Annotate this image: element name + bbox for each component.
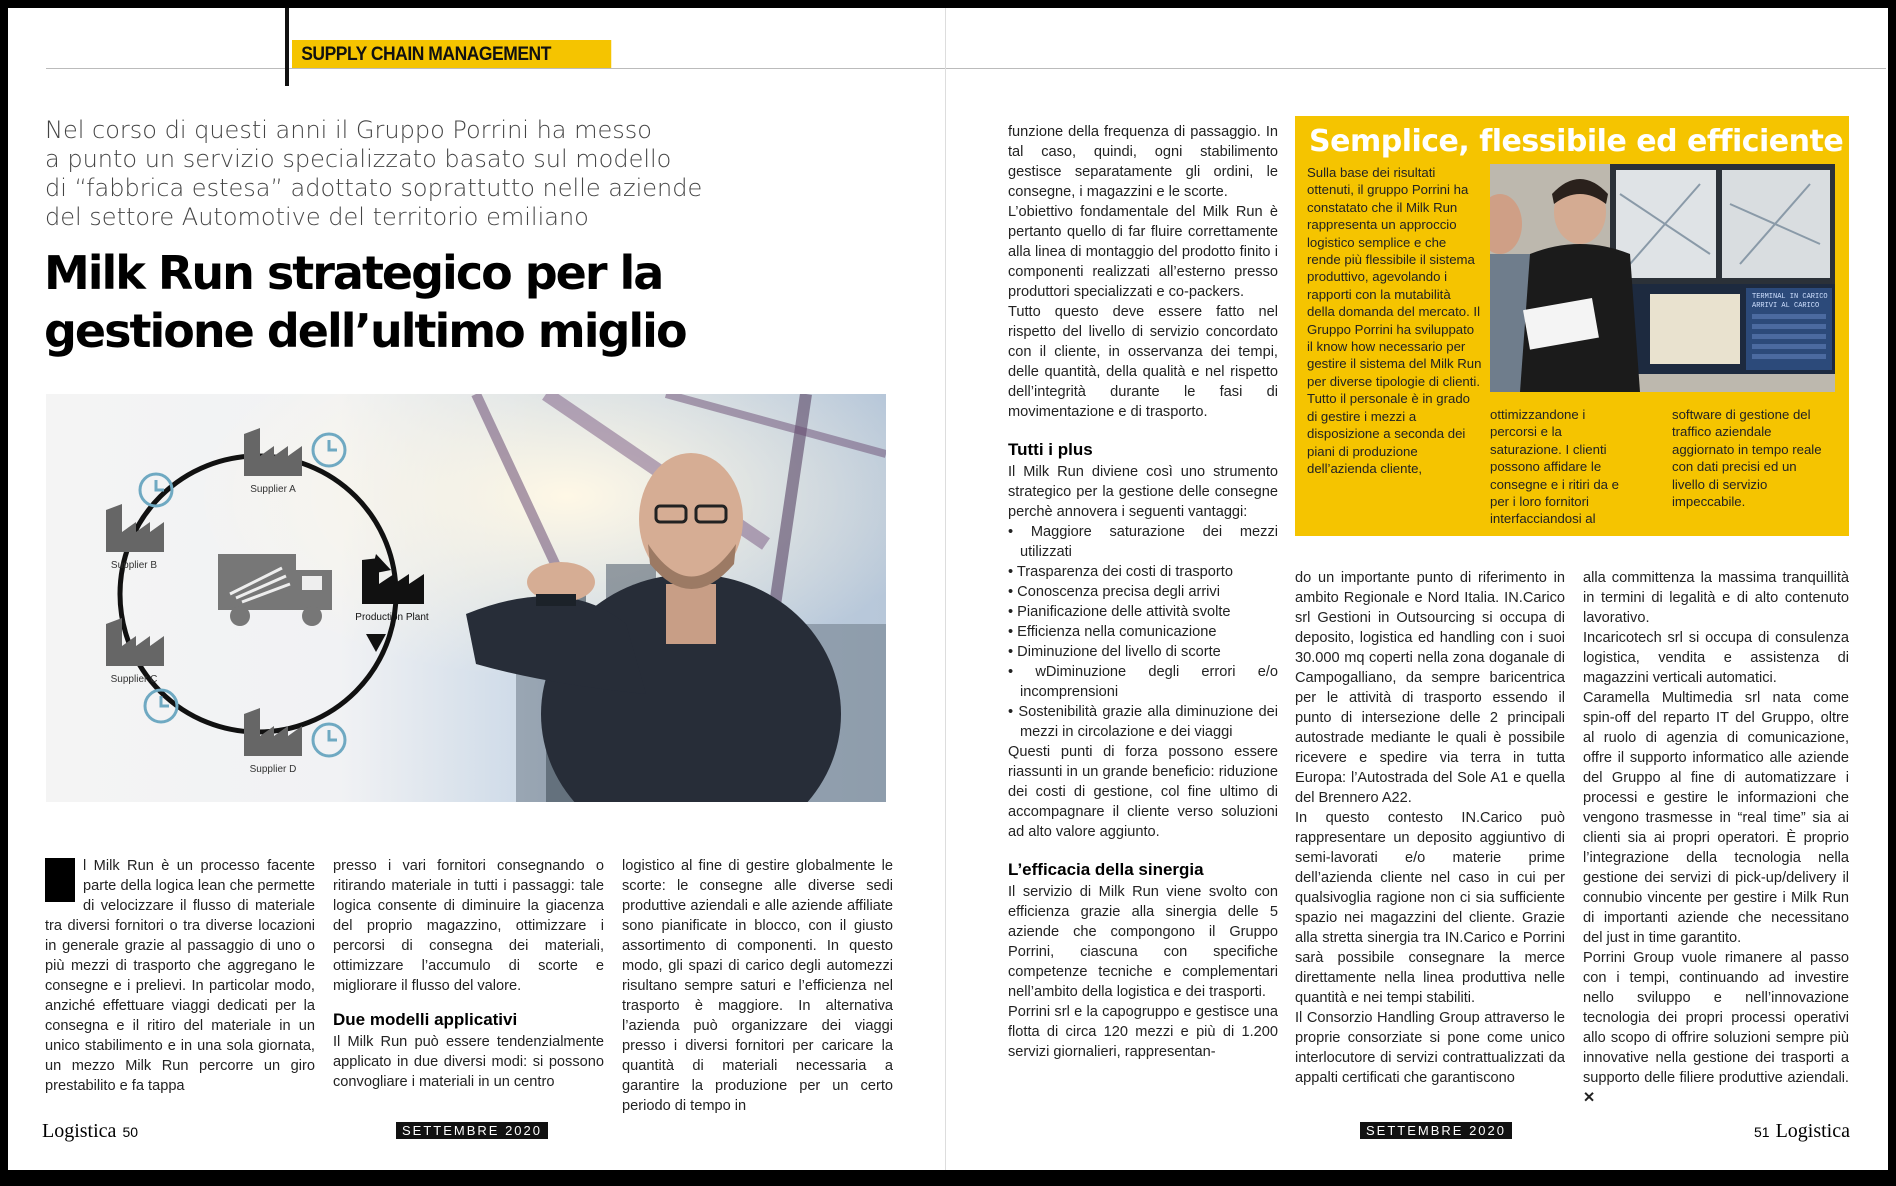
headline xyxy=(44,244,764,360)
paragraph: logistico al fine di gestire globalmente le scorte: le consegne alle diverse sedi produttive aziendali e alle aziende affiliate sono pianificate in blocco, con il giusto assortimento di componenti. In questo modo, gli spazi di carico degli automezzi risultano sempre saturi e l’efficienza nel trasporto è maggiore. In alternativa l’azienda può organizzare dei viaggi presso i diversi fornitori per caricare la quantità di materiali necessaria a garantire la produzione per un certo periodo di tempo in xyxy=(622,858,893,1114)
supplier-d-label: Supplier D xyxy=(249,764,297,775)
section-tag: SUPPLY CHAIN MANAGEMENT xyxy=(292,40,611,68)
lead-text xyxy=(45,116,703,232)
paragraph: Il Milk Run può essere tendenzialmente applicato in due diversi modi: si possono convogliare i materiali in un centro xyxy=(333,1034,604,1090)
screen-text: ARRIVI AL CARICO xyxy=(1752,302,1820,310)
body-column-1 xyxy=(45,856,315,1096)
subheading: Due modelli applicativi xyxy=(333,1010,518,1029)
paragraph: presso i vari fornitori consegnando o ritirando materiale in tutti i passaggi: tale logica consente di diminuire la giacenza del proprio magazzino, ottimizzare i percorsi di consegna dei materiali, ottimizzare l’accumulo di scorte e migliorare il flusso del valore. xyxy=(333,858,604,994)
supplier-b-label: Supplier B xyxy=(110,560,158,571)
brand-name: Logistica xyxy=(42,1120,117,1142)
left-folio xyxy=(42,1120,144,1143)
header-rule xyxy=(946,68,1886,69)
paragraph: Porrini srl e la capogruppo e gestisce una flotta di circa 120 mezzi e più di 1.200 servizi giornalieri, rappresentan- xyxy=(1008,1004,1278,1060)
paragraph: Il servizio di Milk Run viene svolto con efficienza grazie alla sinergia delle 5 aziende che compongono il Gruppo Porrini, ciascuna con specifiche competenze tecniche e complementari nell’ambito della logistica e dei trasporti. xyxy=(1008,884,1278,1000)
paragraph: Tutto questo deve essere fatto nel rispetto del livello di servizio concordato con il cliente, in osservanza dei tempi, delle quantità, della qualità e nel rispetto dell’integrità durante le fasi di movimentazione e di trasporto. xyxy=(1008,304,1278,420)
list-item: • Pianificazione delle attività svolte xyxy=(1008,602,1278,622)
paragraph: funzione della frequenza di passaggio. In tal caso, quindi, ogni stabilimento gestisce separatamente gli ordini, le consegne, i magazzini e le scorte. xyxy=(1008,124,1278,200)
hero-image xyxy=(46,394,886,802)
paragraph: In questo contesto IN.Carico può rappresentare un deposito aggiuntivo di semi-lavorati e/o materie prime dell’azienda cliente nel caso in cui per qualsivoglia ragione non ci sia sufficiente spazio nei magazzini del cliente. Grazie alla stretta sinergia tra IN.Carico e Porrini sarà possibile consegnare la merce direttamente nella linea produttiva nelle quantità e nei tempi stabiliti. xyxy=(1295,810,1565,1006)
photo-illustration xyxy=(1490,164,1835,392)
date-badge: SETTEMBRE 2020 xyxy=(396,1122,548,1139)
right-column-3 xyxy=(1583,568,1849,1108)
paragraph: do un importante punto di riferimento in ambito Regionale e Nord Italia. IN.Carico srl Gestioni in Outsourcing si occupa di deposito, logistica ed handling con i suoi 30.000 mq coperti nella zona doganale di Campogalliano, da sempre baricentrica per le attività di trasporto essendo il punto di intersezione delle 2 principali autostrade mediante le quali è possibile ricevere e spedire via terra in tutta Europa: l’Autostrada del Sole A1 e quella del Brennero A22. xyxy=(1295,570,1565,806)
list-item: • Sostenibilità grazie alla diminuzione dei mezzi in circolazione e dei viaggi xyxy=(1008,702,1278,742)
paragraph: Caramella Multimedia srl nata come spin-off del reparto IT del Gruppo, oltre al ruolo di agenzia di comunicazione, offre il supporto informatico alle aziende del Gruppo al fine di automatizzare i processi e gestire le informazioni che vengono trasmesse in “real time” sia ai clienti sia ai propri operatori. È proprio l’integrazione della tecnologia nella gestione dei servizi di pick-up/delivery il connubio vincente per gestire i Milk Run di importanti aziende che necessitano del just in time garantito. xyxy=(1583,690,1849,946)
list-item: • Conoscenza precisa degli arrivi xyxy=(1008,582,1278,602)
header-bar xyxy=(285,8,289,86)
lead-line: di “fabbrica estesa” adottato soprattutto nelle aziende xyxy=(45,174,703,202)
list-item: • Maggiore saturazione dei mezzi utilizzati xyxy=(1008,522,1278,562)
right-folio xyxy=(1748,1120,1850,1143)
right-column-2 xyxy=(1295,568,1565,1088)
box-column-2: ottimizzandone i percorsi e la saturazione. I clienti possono affidare le consegne e i ritiri da e per i loro fornitori interfacciandosi al xyxy=(1490,407,1620,527)
left-page xyxy=(8,8,946,1170)
paragraph xyxy=(1583,948,1849,1108)
screen-text: TERMINAL IN CARICO xyxy=(1752,293,1828,301)
header-rule xyxy=(46,68,946,69)
right-page xyxy=(946,8,1888,1170)
paragraph: l Milk Run è un processo facente parte della logica lean che permette di velocizzare il flusso di materiale tra diversi fornitori o tra diverse locazioni in generale grazie al passaggio di uno o più mezzi di trasporto che aggregano le consegne e i prelievi. In particolar modo, anziché effettuare viaggi dedicati per la consegna e il ritiro del materiale in un unico stabilimento e in una sola giornata, un mezzo Milk Run percorre un giro prestabilito e fa tappa xyxy=(45,858,315,1094)
paragraph: Questi punti di forza possono essere riassunti in un grande beneficio: riduzione dei costi di gestione, col fine ultimo di accompagnare il cliente verso soluzioni ad alto valore aggiunto. xyxy=(1008,744,1278,840)
paragraph: L’obiettivo fondamentale del Milk Run è pertanto quello di far fluire correttamente alla linea di montaggio del prodotto finito i componenti realizzati all’esterno presso produttori specializzati e co-packers. xyxy=(1008,204,1278,300)
list-item: • Diminuzione del livello di scorte xyxy=(1008,642,1278,662)
list-item: • Efficienza nella comunicazione xyxy=(1008,622,1278,642)
sidebar-box xyxy=(1295,116,1849,536)
lead-line: del settore Automotive del territorio emiliano xyxy=(45,203,589,231)
body-column-2 xyxy=(333,856,604,1092)
production-plant-label: Production Plant xyxy=(355,612,429,623)
list-item: • wDiminuzione degli errori e/o incomprensioni xyxy=(1008,662,1278,702)
hero-illustration xyxy=(46,394,886,802)
box-column-1: Sulla base dei risultati ottenuti, il gruppo Porrini ha constatato che il Milk Run rappresenta un approccio logistico semplice e che rende più flessibile il sistema produttivo, agevolando i rapporti con la mutabilità della domanda del mercato. Il Gruppo Porrini ha sviluppato il know how necessario per gestire il sistema del Milk Run per diverse tipologie di clienti. Tutto il personale è in grado di gestire i mezzi a disposizione a seconda dei piani di produzione dell’azienda cliente, xyxy=(1307,165,1482,476)
paragraph: Il Consorzio Handling Group attraverso le proprie consorziate si pone come unico interlocutore di servizi contrattualizzati da appalti certificati che garantiscono xyxy=(1295,1010,1565,1086)
body-column-3 xyxy=(622,856,893,1116)
box-title: Semplice, flessibile ed efficiente xyxy=(1309,124,1844,159)
plus-list xyxy=(1008,522,1278,742)
lead-line: a punto un servizio specializzato basato sul modello xyxy=(45,145,672,173)
page-number: 50 xyxy=(122,1124,139,1140)
paragraph: Il Milk Run diviene così uno strumento strategico per la gestione delle consegne perchè annovera i seguenti vantaggi: xyxy=(1008,464,1278,520)
lead-line: Nel corso di questi anni il Gruppo Porrini ha messo xyxy=(45,116,652,144)
headline-line: gestione dell’ultimo miglio xyxy=(44,304,686,358)
list-item: • Trasparenza dei costi di trasporto xyxy=(1008,562,1278,582)
paragraph: Incaricotech srl si occupa di consulenza logistica, vendita e assistenza di magazzini verticali automatici. xyxy=(1583,630,1849,686)
right-column-1 xyxy=(1008,122,1278,1062)
subheading: L’efficacia della sinergia xyxy=(1008,860,1204,879)
headline-line: Milk Run strategico per la xyxy=(44,246,663,300)
control-room-photo xyxy=(1490,164,1835,392)
supplier-a-label: Supplier A xyxy=(250,484,296,495)
supplier-c-label: Supplier C xyxy=(110,674,158,685)
date-badge: SETTEMBRE 2020 xyxy=(1360,1122,1512,1139)
subheading: Tutti i plus xyxy=(1008,440,1093,459)
end-mark-icon: ✕ xyxy=(1583,1090,1596,1106)
page-number: 51 xyxy=(1753,1124,1770,1140)
paragraph: alla committenza la massima tranquillità in termini di legalità e di alto contenuto lavorativo. xyxy=(1583,570,1849,626)
brand-name: Logistica xyxy=(1775,1120,1850,1142)
box-column-3: software di gestione del traffico aziendale aggiornato in tempo reale con dati precisi ed un livello di servizio impeccabile. xyxy=(1672,407,1822,510)
drop-cap xyxy=(45,858,75,902)
closing-text: Porrini Group vuole rimanere al passo con i tempi, continuando ad investire nello sviluppo e nell’innovazione tecnologia dei propri processi operativi allo scopo di offrire soluzioni sempre più innovative nella gestione dei trasporti a supporto delle filiere produttive aziendali. xyxy=(1583,950,1849,1086)
